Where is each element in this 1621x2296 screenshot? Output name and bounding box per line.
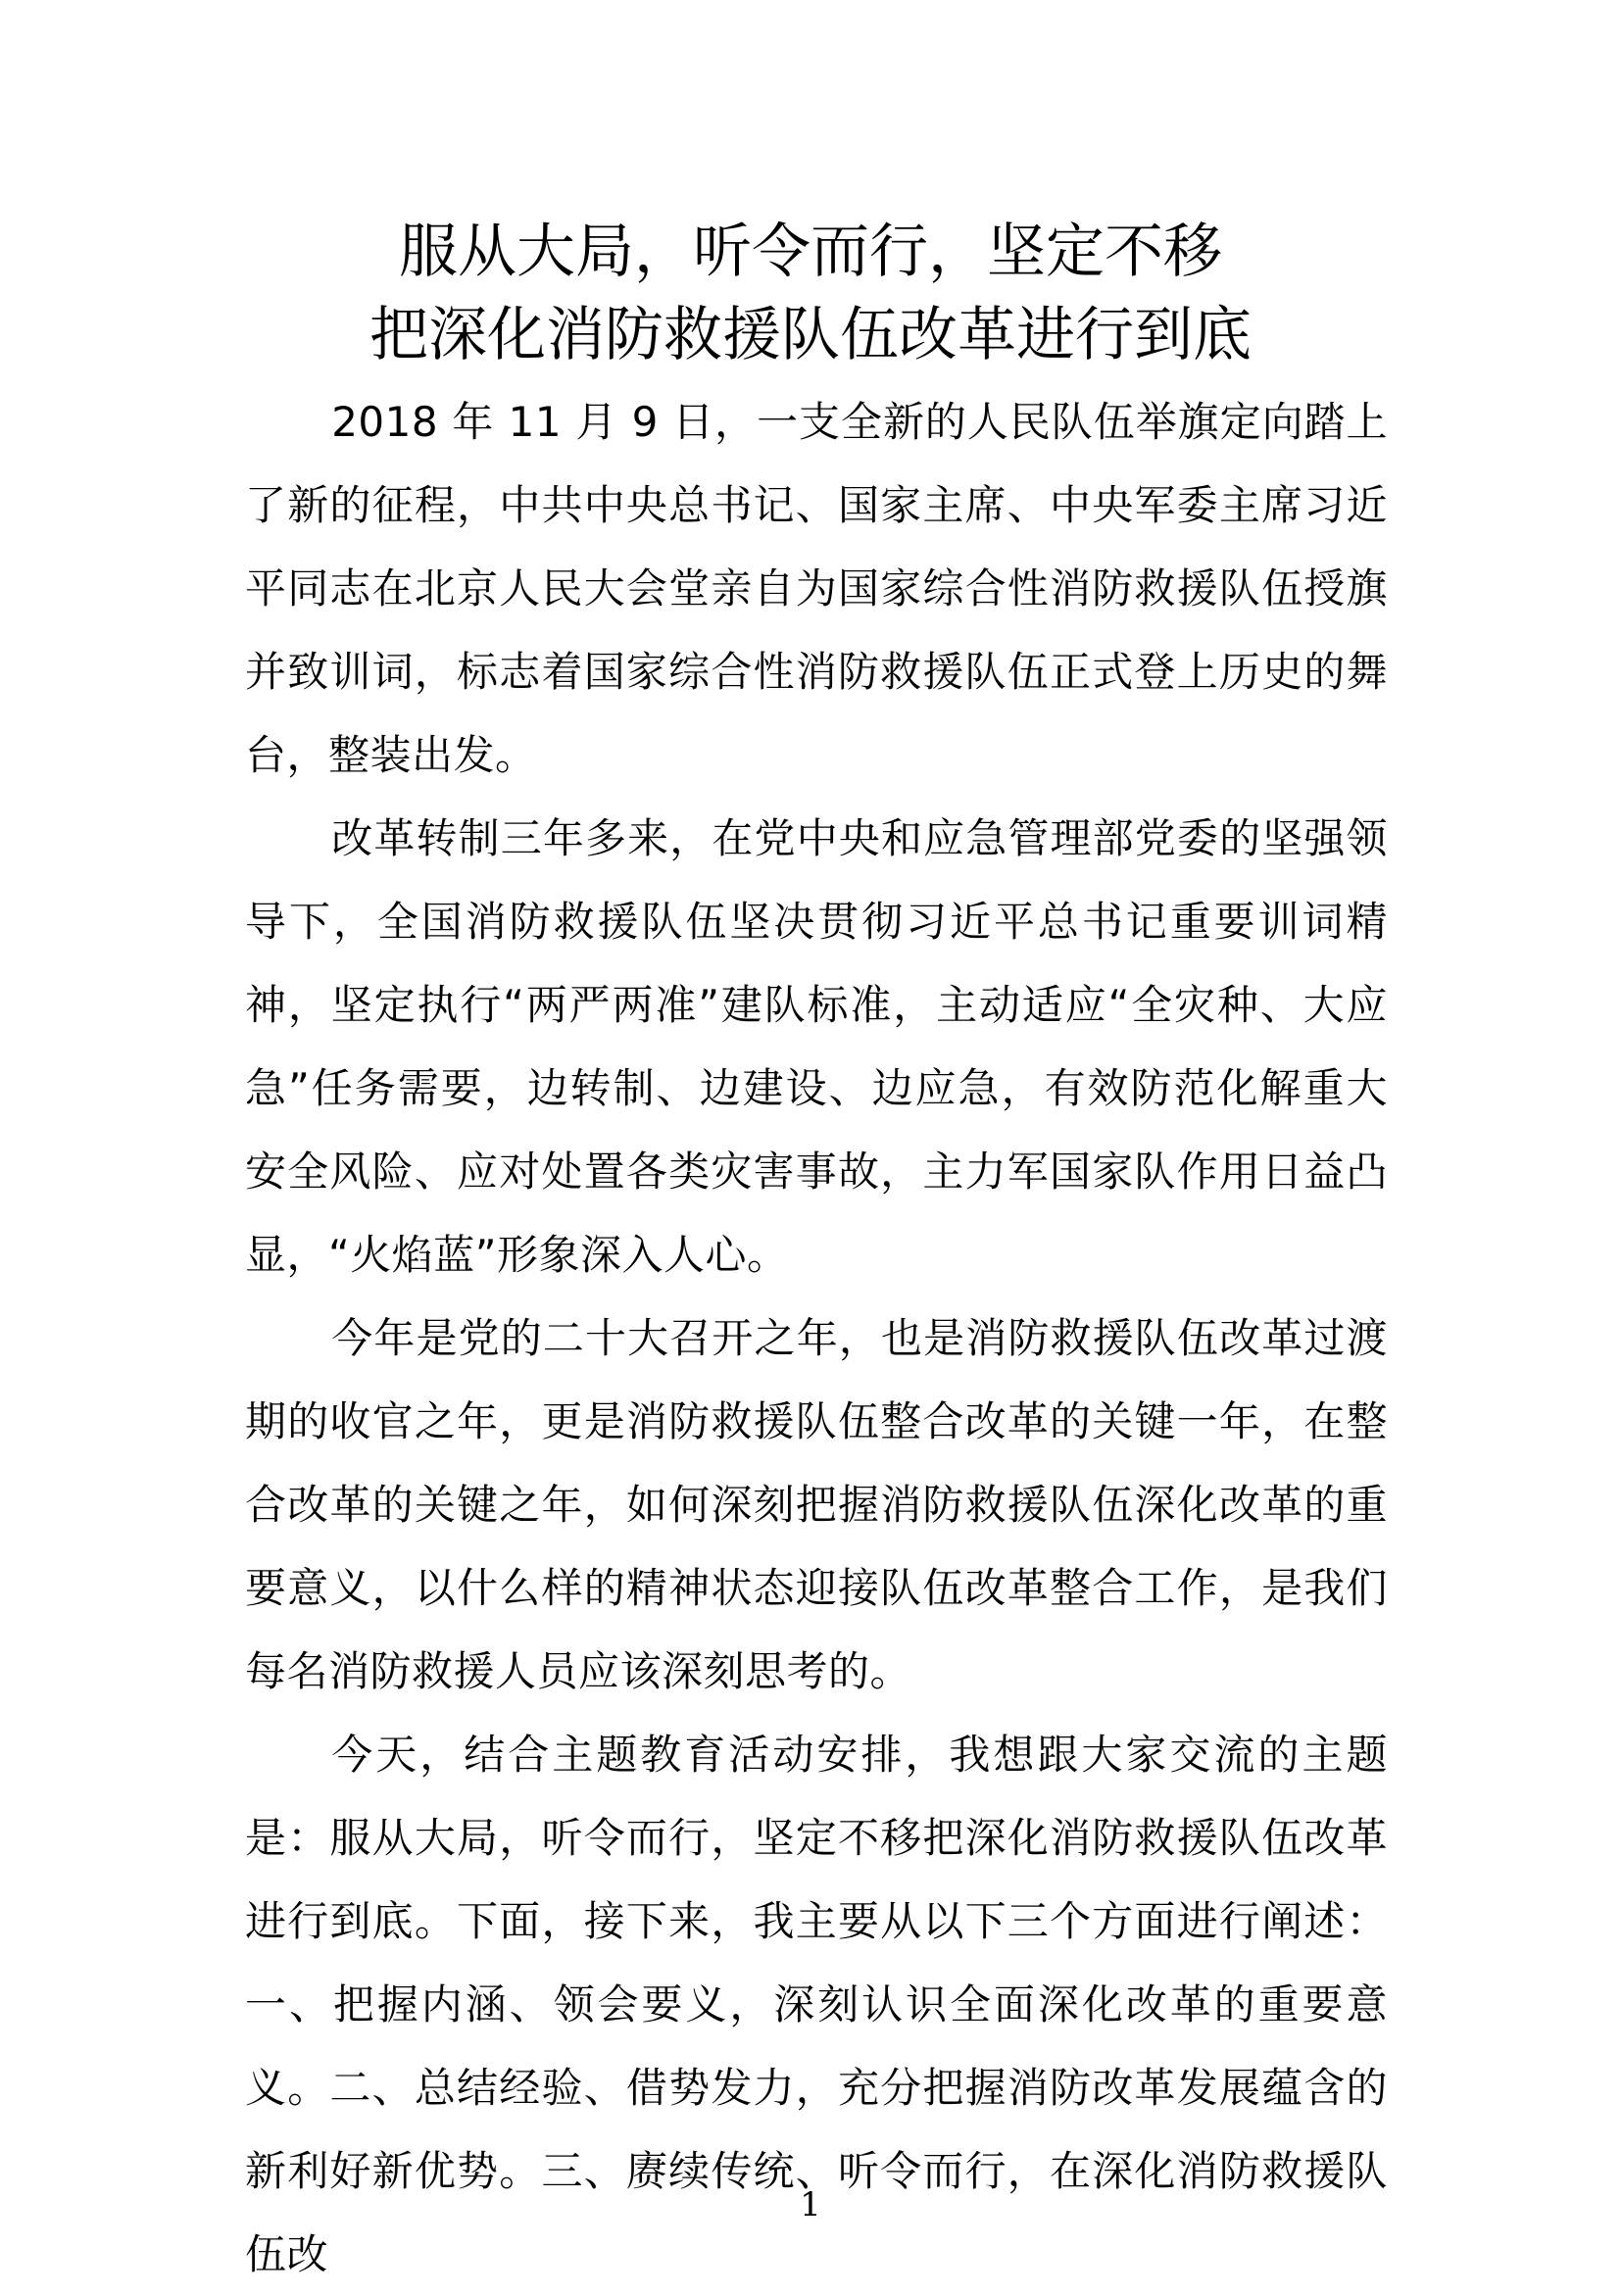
paragraph-1: 2018 年 11 月 9 日，一支全新的人民队伍举旗定向踏上了新的征程，中共中央总书记、国家主席、中央军委主席习近平同志在北京人民大会堂亲自为国家综合性消防救援队伍授旗并致训词，标志着国家综合性消防救援队伍正式登上历史的舞台，整装出发。 xyxy=(245,398,1388,779)
title-line-1: 服从大局，听令而行，坚定不移 xyxy=(399,218,1222,286)
paragraph-3: 今年是党的二十大召开之年，也是消防救援队伍改革过渡期的收官之年，更是消防救援队伍整合改革的关键一年，在整合改革的关键之年，如何深刻把握消防救援队伍深化改革的重要意义，以什么样的精神状态迎接队伍改革整合工作，是我们每名消防救援人员应该深刻思考的。 xyxy=(245,1314,1388,1695)
page-number: 1 xyxy=(800,2185,821,2224)
paragraph-4: 今天，结合主题教育活动安排，我想跟大家交流的主题是：服从大局，听令而行，坚定不移把深化消防救援队伍改革进行到底。下面，接下来，我主要从以下三个方面进行阐述：一、把握内涵、领会要义，深刻认识全面深化改革的重要意义。二、总结经验、借势发力，充分把握消防改革发展蕴含的新利好新优势。三、赓续传统、听令而行，在深化消防救援队伍改 xyxy=(245,1731,1388,2278)
title-line-2: 把深化消防救援队伍改革进行到底 xyxy=(369,301,1252,369)
paragraph-2: 改革转制三年多来，在党中央和应急管理部党委的坚强领导下，全国消防救援队伍坚决贯彻习近平总书记重要训词精神，坚定执行“两严两准”建队标准，主动适应“全灾种、大应急”任务需要，边转制、边建设、边应急，有效防范化解重大安全风险、应对处置各类灾害事故，主力军国家队作用日益凸显，“火焰蓝”形象深入人心。 xyxy=(245,814,1388,1279)
document-body xyxy=(245,380,1388,2296)
document-title xyxy=(0,211,1621,377)
